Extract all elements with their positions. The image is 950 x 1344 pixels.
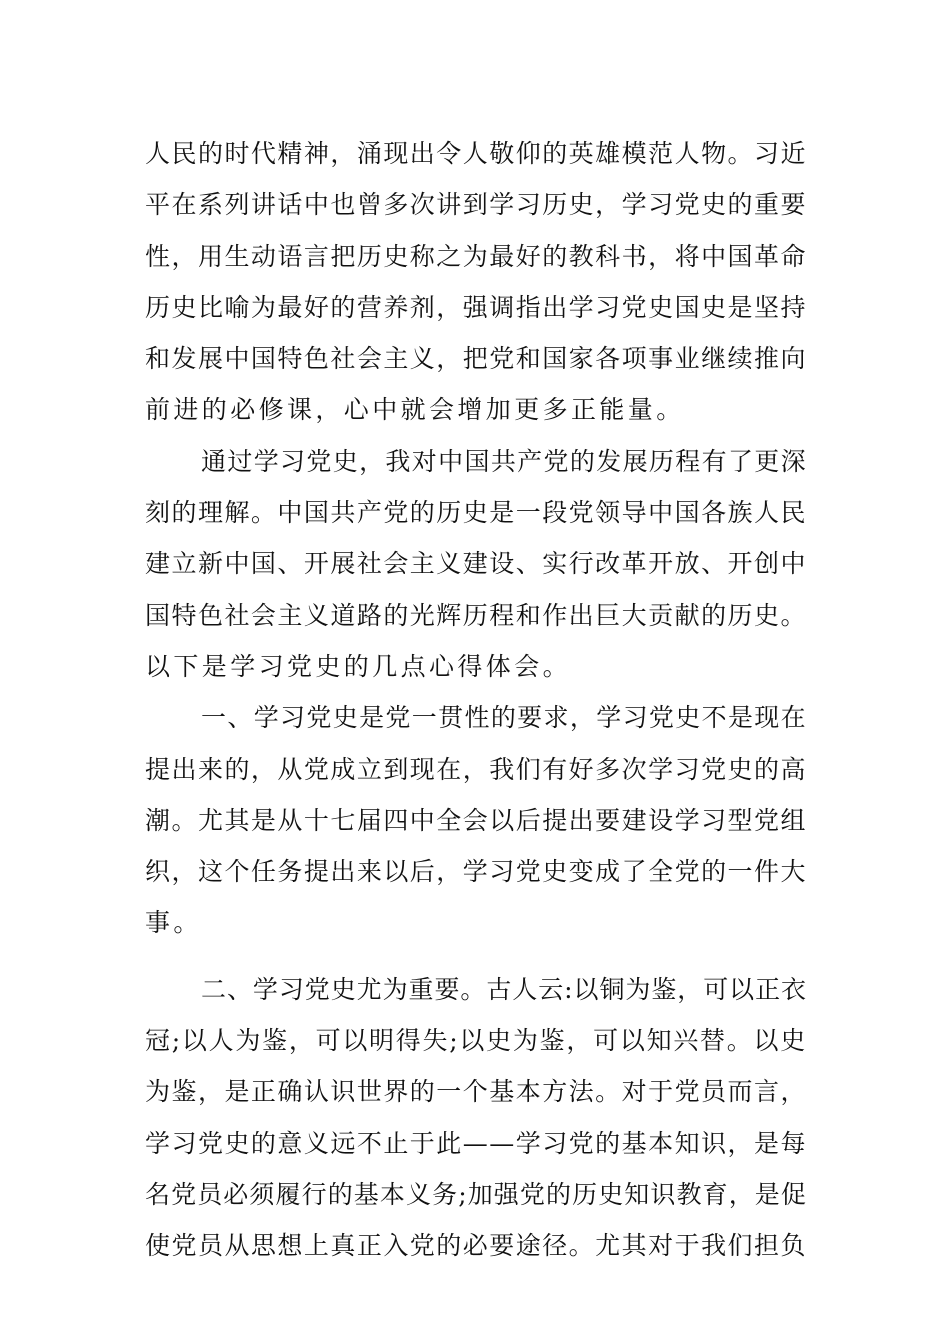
text-line: 学习党史的意义远不止于此——学习党的基本知识，是每 [145, 1128, 807, 1158]
text-line: 事。 [145, 908, 202, 938]
text-line: 和发展中国特色社会主义，把党和国家各项事业继续推向 [145, 344, 807, 374]
paragraph-3 [145, 692, 807, 948]
text-line: 冠;以人为鉴，可以明得失;以史为鉴，可以知兴替。以史 [145, 1026, 807, 1056]
text-line: 为鉴，是正确认识世界的一个基本方法。对于党员而言， [145, 1077, 807, 1107]
paragraph-4 [145, 964, 807, 1272]
text-line: 使党员从思想上真正入党的必要途径。尤其对于我们担负 [145, 1231, 807, 1261]
text-line: 历史比喻为最好的营养剂，强调指出学习党史国史是坚持 [145, 292, 807, 322]
text-line: 提出来的，从党成立到现在，我们有好多次学习党史的高 [145, 754, 807, 784]
paragraph-2 [145, 436, 807, 692]
text-line: 前进的必修课，心中就会增加更多正能量。 [145, 395, 685, 425]
text-line: 性，用生动语言把历史称之为最好的教科书，将中国革命 [145, 241, 807, 271]
text-line: 通过学习党史，我对中国共产党的发展历程有了更深 [201, 446, 807, 476]
text-line: 建立新中国、开展社会主义建设、实行改革开放、开创中 [145, 549, 807, 579]
body-text [145, 128, 807, 1272]
text-line: 二、学习党史尤为重要。古人云:以铜为鉴，可以正衣 [201, 974, 807, 1004]
paragraph-gap [145, 949, 807, 964]
text-line: 平在系列讲话中也曾多次讲到学习历史，学习党史的重要 [145, 190, 807, 220]
text-line: 人民的时代精神，涌现出令人敬仰的英雄模范人物。习近 [145, 139, 807, 168]
text-line: 以下是学习党史的几点心得体会。 [145, 651, 572, 681]
text-line: 一、学习党史是党一贯性的要求，学习党史不是现在 [201, 703, 807, 733]
text-line: 潮。尤其是从十七届四中全会以后提出要建设学习型党组 [145, 805, 807, 835]
text-line: 刻的理解。中国共产党的历史是一段党领导中国各族人民 [145, 498, 807, 528]
text-line: 织，这个任务提出来以后，学习党史变成了全党的一件大 [145, 857, 807, 887]
text-line: 国特色社会主义道路的光辉历程和作出巨大贡献的历史。 [145, 600, 807, 630]
text-line: 名党员必须履行的基本义务;加强党的历史知识教育，是促 [145, 1179, 807, 1209]
paragraph-1 [145, 128, 807, 436]
